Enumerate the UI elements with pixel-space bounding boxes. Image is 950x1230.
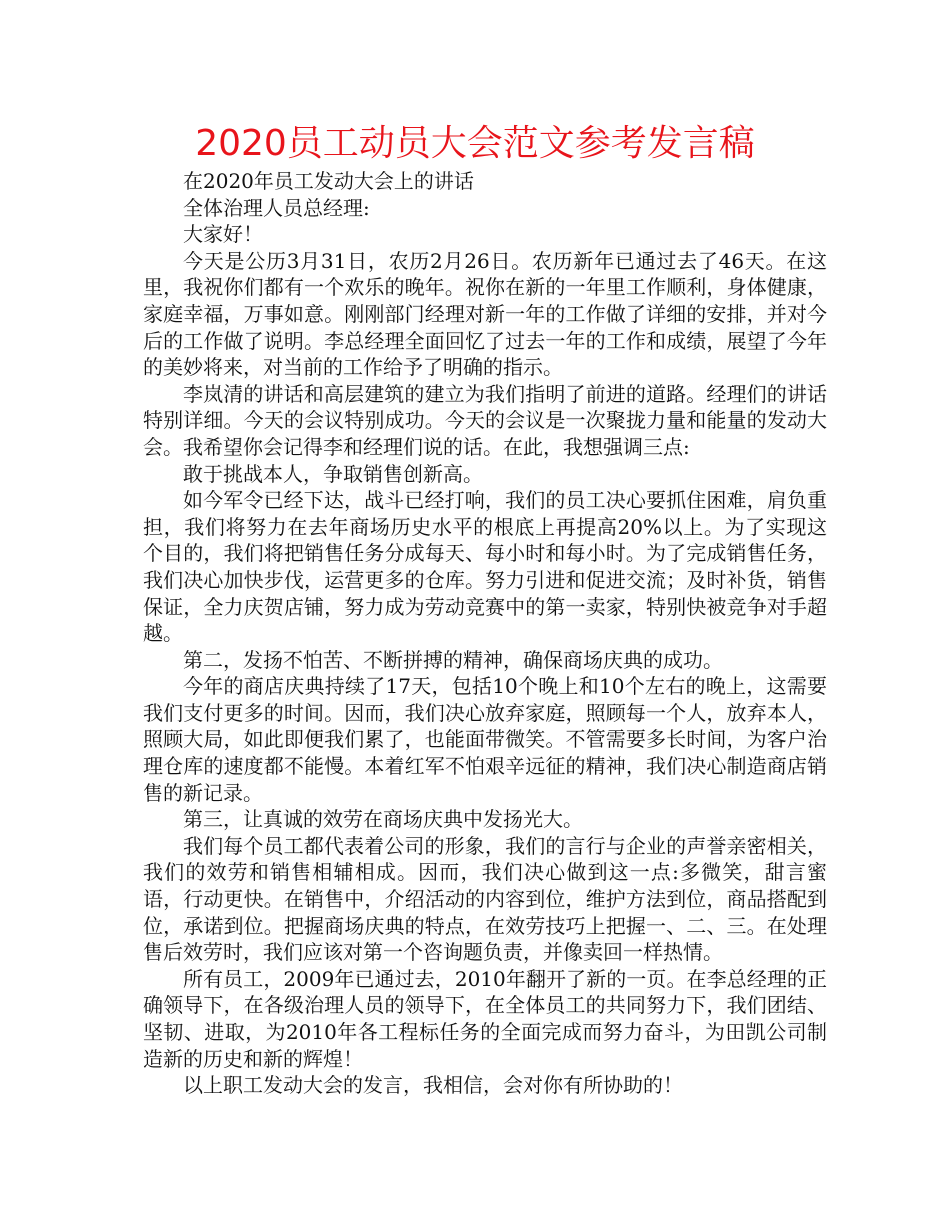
paragraph-leadership: 李岚清的讲话和高层建筑的建立为我们指明了前进的道路。经理们的讲话特别详细。今天的会议特别成功。今天的会议是一次聚拢力量和能量的发动大会。我希望你会记得李和经理们说的话。在此，我想强调三点: (143, 381, 827, 459)
paragraph-salutation: 全体治理人员总经理: (183, 195, 370, 220)
paragraph-opening: 今天是公历3月31日，农历2月26日。农历新年已通过去了46天。在这里，我祝你们都有一个欢乐的晚年。祝你在新的一年里工作顺利，身体健康，家庭幸福，万事如意。刚刚部门经理对新一年的工作做了详细的安排，并对今后的工作做了说明。李总经理全面回忆了过去一年的工作和成绩，展望了今年的美妙将来，对当前的工作给予了明确的指示。 (143, 248, 827, 380)
paragraph-conclusion: 所有员工，2009年已通过去，2010年翻开了新的一页。在李总经理的正确领导下，在各级治理人员的领导下，在全体员工的共同努力下，我们团结、坚韧、进取，为2010年各工程标任务的全面完成而努力奋斗，为田凯公司制造新的历史和新的辉煌！ (143, 966, 827, 1071)
paragraph-point-three-body: 我们每个员工都代表着公司的形象，我们的言行与企业的声誉亲密相关，我们的效劳和销售相辅相成。因而，我们决心做到这一点:多微笑，甜言蜜语，行动更快。在销售中，介绍活动的内容到位，维护方法到位，商品搭配到位，承诺到位。把握商场庆典的特点，在效劳技巧上把握一、二、三。在处理售后效劳时，我们应该对第一个咨询题负责，并像卖回一样热情。 (143, 833, 827, 965)
paragraph-greeting: 大家好！ (183, 222, 263, 247)
paragraph-point-one-heading: 敢于挑战本人，争取销售创新高。 (183, 461, 483, 486)
paragraph-closing: 以上职工发动大会的发言，我相信，会对你有所协助的！ (183, 1073, 683, 1098)
paragraph-point-two-heading: 第二，发扬不怕苦、不断拼搏的精神，确保商场庆典的成功。 (183, 647, 723, 672)
document-body (143, 168, 827, 1099)
document-title: 2020员工动员大会范文参考发言稿 (195, 123, 755, 164)
paragraph-point-three-heading: 第三，让真诚的效劳在商场庆典中发扬光大。 (183, 807, 583, 832)
paragraph-point-one-body: 如今军令已经下达，战斗已经打响，我们的员工决心要抓住困难，肩负重担，我们将努力在去年商场历史水平的根底上再提高20%以上。为了实现这个目的，我们将把销售任务分成每天、每小时和每小时。为了完成销售任务，我们决心加快步伐，运营更多的仓库。努力引进和促进交流；及时补货，销售保证，全力庆贺店铺，努力成为劳动竞赛中的第一卖家，特别快被竞争对手超越。 (143, 488, 827, 646)
paragraph-point-two-body: 今年的商店庆典持续了17天，包括10个晚上和10个左右的晚上，这需要我们支付更多的时间。因而，我们决心放弃家庭，照顾每一个人，放弃本人，照顾大局，如此即便我们累了，也能面带微笑。不管需要多长时间，为客户治理仓库的速度都不能慢。本着红军不怕艰辛远征的精神，我们决心制造商店销售的新记录。 (143, 674, 827, 805)
paragraph-speech-heading: 在2020年员工发动大会上的讲话 (183, 169, 474, 193)
